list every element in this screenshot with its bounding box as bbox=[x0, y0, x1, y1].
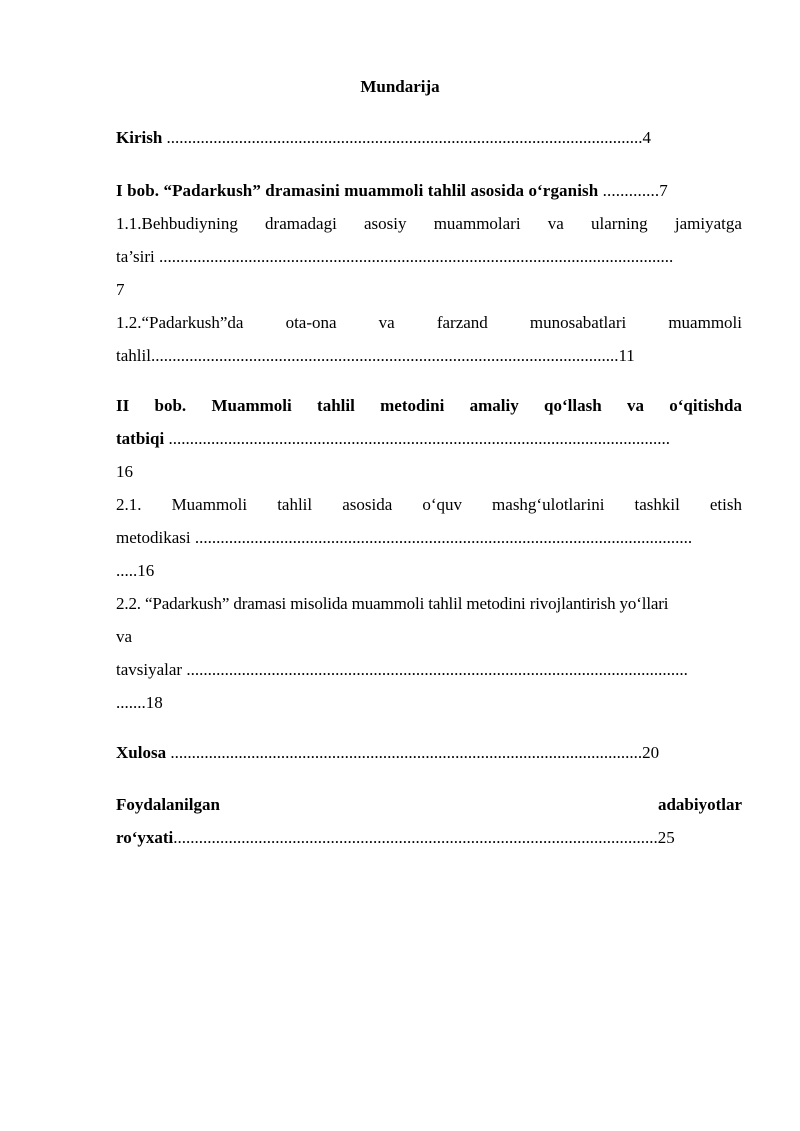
l06-word: va bbox=[378, 313, 395, 332]
toc-entry-1-1 bbox=[116, 214, 742, 236]
l03-word: asosiy bbox=[364, 214, 407, 233]
l11-word: 2.1. bbox=[116, 495, 142, 514]
l08-word: amaliy bbox=[469, 396, 519, 415]
l03-word: jamiyatga bbox=[674, 214, 742, 233]
l06-word: farzand bbox=[436, 313, 488, 332]
l11-word: tahlil bbox=[277, 495, 313, 514]
toc-entry-chapter-2-cont bbox=[116, 429, 742, 451]
l08-word: bob. bbox=[154, 396, 187, 415]
l08-word: II bbox=[116, 396, 130, 415]
toc-entry-2-2-page: .......18 bbox=[116, 693, 163, 712]
toc-references-word-1: Foydalanilgan bbox=[116, 795, 220, 814]
l08-word: qo‘llash bbox=[544, 396, 602, 415]
l08-word: va bbox=[626, 396, 644, 415]
toc-entry-references-cont bbox=[116, 828, 742, 850]
toc-entry-1-1-page: 7 bbox=[116, 280, 125, 299]
toc-entry-kirish-label: Kirish bbox=[116, 128, 163, 147]
l03-word: muammolari bbox=[433, 214, 521, 233]
toc-xulosa-label: Xulosa bbox=[116, 743, 167, 762]
l11-word: tashkil bbox=[634, 495, 680, 514]
toc-entry-xulosa bbox=[116, 743, 742, 765]
l08-word: o‘qitishda bbox=[669, 396, 742, 415]
toc-chapter-1-page: .............7 bbox=[602, 181, 668, 200]
toc-entry-2-2-cont2: tavsiyalar ...................................................................................................................... bbox=[116, 660, 688, 679]
l08-word: tahlil bbox=[317, 396, 355, 415]
toc-entry-2-1 bbox=[116, 495, 742, 517]
toc-entry-1-2-cont: tahlil..............................................................................................................11 bbox=[116, 346, 635, 365]
toc-chapter-1-title: I bob. “Padarkush” dramasini muammoli tahlil asosida o‘rganish bbox=[116, 181, 599, 200]
toc-entry-2-1-page: .....16 bbox=[116, 561, 155, 580]
toc-references-word-2: adabiyotlar bbox=[657, 795, 742, 814]
toc-entry-2-2-cont: va bbox=[116, 627, 133, 646]
l11-word: o‘quv bbox=[422, 495, 462, 514]
toc-xulosa-dots: ...............................................................................................................20 bbox=[166, 743, 660, 762]
l11-word: Muammoli bbox=[171, 495, 248, 514]
toc-references-dots: ..................................................................................................................25 bbox=[173, 828, 675, 847]
l11-word: etish bbox=[709, 495, 742, 514]
toc-entry-2-2: 2.2. “Padarkush” dramasi misolida muammoli tahlil metodini rivojlantirish yo‘llari bbox=[116, 594, 669, 613]
toc-entry-1-2 bbox=[116, 313, 742, 335]
l06-word: 1.2.“Padarkush”da bbox=[116, 313, 244, 332]
l08-word: metodini bbox=[380, 396, 445, 415]
toc-entry-chapter-1 bbox=[116, 181, 742, 203]
l11-word: asosida bbox=[342, 495, 393, 514]
toc-entry-1-1-cont: ta’siri ......................................................................................................................... bbox=[116, 247, 674, 266]
l03-word: va bbox=[547, 214, 564, 233]
l08-word: Muammoli bbox=[211, 396, 292, 415]
l03-word: ularning bbox=[591, 214, 648, 233]
toc-chapter-2-title-end: tatbiqi bbox=[116, 429, 165, 448]
toc-entry-kirish-dots: ................................................................................................................4 bbox=[162, 128, 652, 147]
l11-word: mashg‘ulotlarini bbox=[492, 495, 605, 514]
toc-entry-chapter-2 bbox=[116, 396, 742, 418]
toc-entry-chapter-2-page: 16 bbox=[116, 462, 133, 481]
l03-word: dramadagi bbox=[265, 214, 337, 233]
l06-word: ota-ona bbox=[285, 313, 337, 332]
l06-word: munosabatlari bbox=[529, 313, 627, 332]
toc-references-word-3: ro‘yxati bbox=[116, 828, 174, 847]
l03-word: 1.1.Behbudiyning bbox=[116, 214, 238, 233]
l06-word: muammoli bbox=[668, 313, 742, 332]
toc-entry-references bbox=[116, 795, 742, 817]
page-title: Mundarija bbox=[360, 77, 440, 96]
toc-entry-2-1-cont: metodikasi ..................................................................................................................... bbox=[116, 528, 693, 547]
toc-chapter-2-dots: ...................................................................................................................... bbox=[164, 429, 670, 448]
toc-entry-kirish bbox=[116, 128, 742, 150]
